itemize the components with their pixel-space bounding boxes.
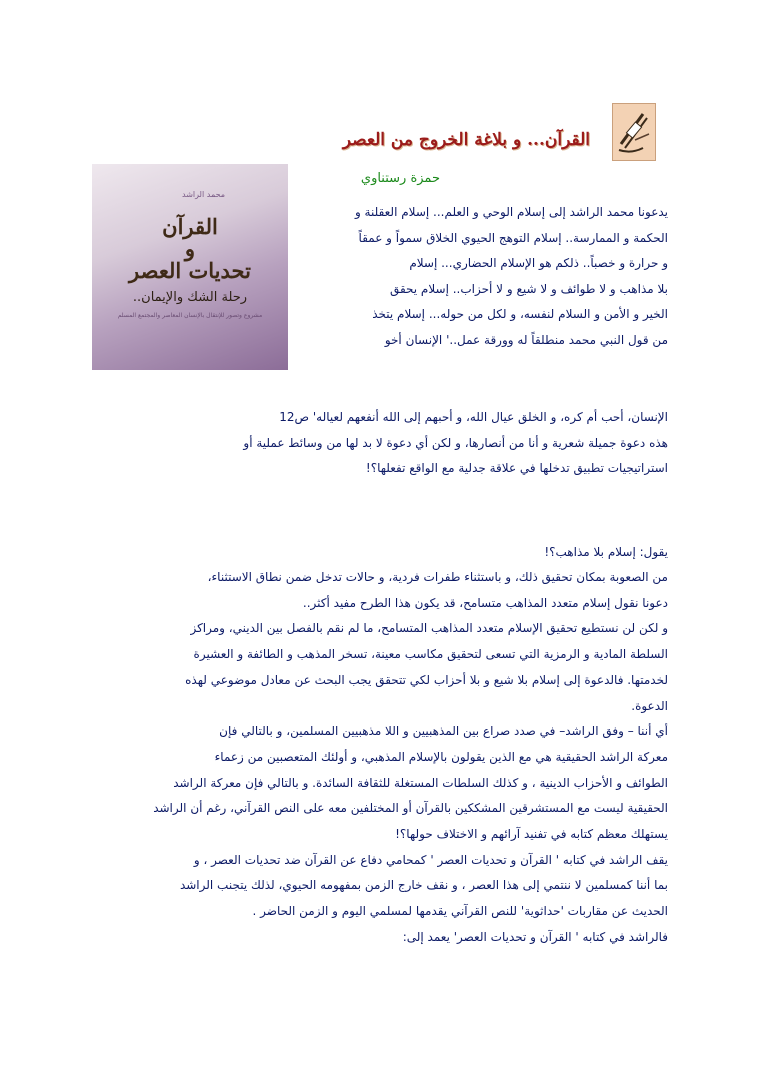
cover-author: محمد الراشد: [182, 190, 226, 199]
cover-title-line: و: [184, 236, 196, 261]
text-line: الدعوة.: [631, 698, 668, 713]
text-line: هذه دعوة جميلة شعرية و أنا من أنصارها، و لكن أي دعوة لا بد لها من وسائط عملية أو: [243, 435, 668, 450]
text-line: بلا مذاهب و لا طوائف و لا شيع و لا أحزاب.. إسلام يحقق: [389, 281, 668, 296]
text-line: دعونا نقول إسلام متعدد المذاهب متسامح، قد يكون هذا الطرح مفيد أكثر..: [302, 595, 668, 610]
text-line: الخير و الأمن و السلام لنفسه، و لكل من حوله... إسلام يتخذ: [372, 307, 668, 322]
text-line: بما أننا كمسلمين لا ننتمي إلى هذا العصر ، و نقف خارج الزمن بمفهومه الحيوي، لذلك يتجنب الراشد: [179, 878, 668, 893]
text-line: من الصعوبة بمكان تحقيق ذلك، و باستثناء طفرات فردية، و حالات تدخل ضمن نطاق الاستثناء،: [207, 570, 668, 584]
text-line: لخدمتها. فالدعوة إلى إسلام بلا شيع و بلا أحزاب لكي تتحقق يجب البحث عن معادل موضوعي لهذه: [185, 672, 668, 687]
writing-hand-icon: [612, 103, 656, 161]
text-line: و حرارة و خصباً.. ذلكم هو الإسلام الحضاري... إسلام: [409, 256, 668, 271]
text-line: يستهلك معظم كتابه في تفنيد آرائهم و الاختلاف حولها؟!: [395, 827, 668, 842]
text-line: و لكن لن نستطيع تحقيق الإسلام متعدد المذاهب المتسامح، ما لم نقم بالفصل بين الديني، ومراكز: [190, 621, 668, 636]
text-line: الإنسان، أحب أم كره، و الخلق عيال الله، و أحبهم إلى الله أنفعهم لعياله' ص12: [279, 410, 668, 424]
text-line: استراتيجيات تطبيق تدخلها في علاقة جدلية مع الواقع تفعلها؟!: [365, 461, 668, 476]
text-line: أي أننا – وفق الراشد– في صدد صراع بين المذهبيين و اللا مذهبيين المسلمين، و بالتالي فإن: [219, 724, 668, 739]
text-line: السلطة المادية و الرمزية التي تسعى لتحقيق مكاسب معينة، تسخر المذهب و الطائفة و العشيرة: [193, 647, 668, 662]
article-title: القرآن... و بلاغة الخروج من العصر: [342, 130, 590, 150]
text-line: معركة الراشد الحقيقية هي مع الذين يقولون بالإسلام المذهبي، و أولئك المتعصبين من زعماء: [214, 749, 668, 764]
cover-subtitle: رحلة الشك والإيمان..: [132, 290, 248, 305]
paragraph-2: [88, 405, 668, 482]
cover-title-line: تحديات العصر: [129, 258, 251, 283]
text-line: الحكمة و الممارسة.. إسلام التوهج الحيوي الخلاق سمواً و عمقاً: [358, 230, 668, 245]
section-heading: يقول: إسلام بلا مذاهب؟!: [544, 545, 668, 559]
text-line: الطوائف و الأحزاب الدينية ، و كذلك السلطات المستغلة للثقافة السائدة. و بالتالي فإن معركة الراشد: [173, 775, 668, 790]
text-line: من قول النبي محمد منطلقاً له وورقة عمل..' الإنسان أخو: [384, 332, 668, 347]
text-line: فالراشد في كتابه ' القرآن و تحديات العصر' يعمد إلى:: [402, 929, 668, 944]
cover-fine-print: مشروع وتصور للإنتقال بالإنسان المعاصر والمجتمع المسلم: [117, 312, 263, 319]
cover-title-line: القرآن: [162, 214, 218, 239]
article-author: حمزة رستناوي: [360, 171, 440, 186]
text-line: الحقيقية ليست مع المستشرقين المشككين بالقرآن أو المختلفين معه على النص القرآني، رغم أن الراشد: [153, 801, 668, 816]
text-line: يدعونا محمد الراشد إلى إسلام الوحي و العلم... إسلام العقلنة و: [354, 205, 668, 219]
paragraph-3: [88, 565, 668, 951]
text-line: الحديث عن مقاربات 'حداثوية' للنص القرآني يقدمها لمسلمي اليوم و الزمن الحاضر .: [252, 904, 668, 919]
paragraph-1: [192, 200, 668, 354]
text-line: يقف الراشد في كتابه ' القرآن و تحديات العصر ' كمحامي دفاع عن القرآن ضد تحديات العصر ، و: [193, 852, 668, 867]
